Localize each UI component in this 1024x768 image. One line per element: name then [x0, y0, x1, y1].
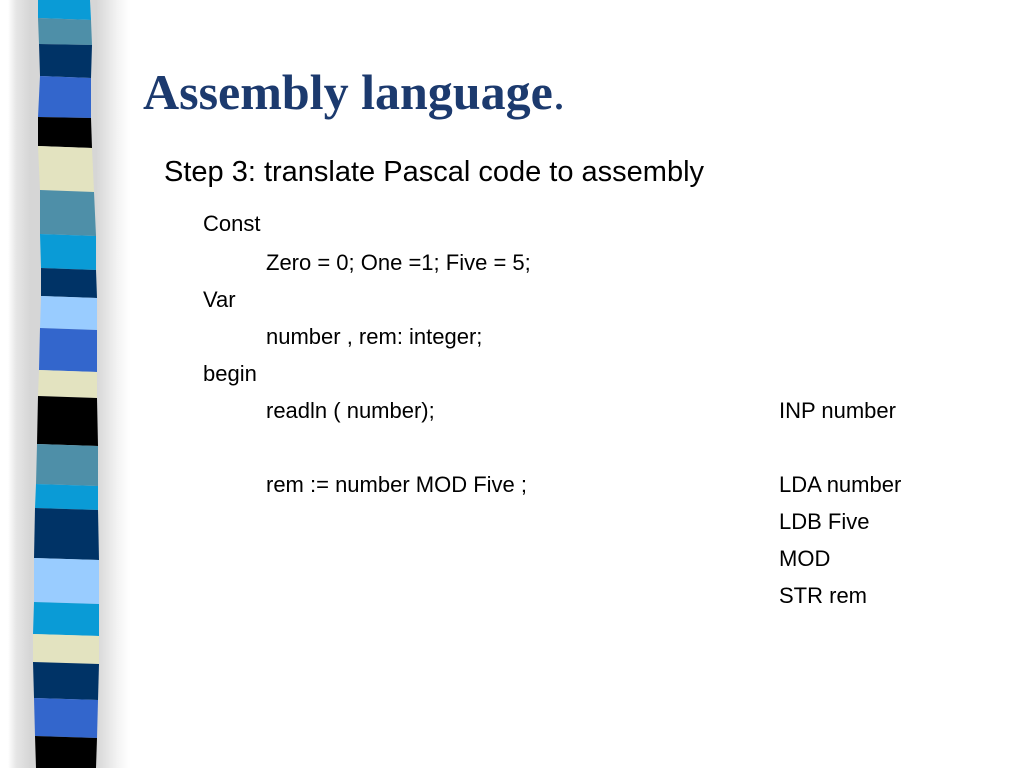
stripe-segment: [38, 18, 92, 45]
stripe-segment: [38, 117, 92, 148]
stripe-segment: [39, 328, 97, 372]
assembly-line-ldb: LDB Five: [779, 509, 870, 534]
assembly-line-mod: MOD: [779, 546, 831, 571]
decorative-stripe: [0, 0, 130, 768]
stripe-segment: [33, 602, 99, 636]
stripe-segment: [35, 484, 98, 510]
assembly-line-str: STR rem: [779, 583, 867, 608]
stripe-segment: [34, 558, 99, 604]
assembly-line-lda: LDA number: [779, 472, 902, 497]
pascal-line-var: Var: [203, 287, 236, 312]
stripe-segment: [36, 444, 98, 486]
stripe-segment: [40, 190, 96, 236]
stripe-segment: [40, 296, 97, 330]
slide-title-period: .: [552, 64, 566, 120]
stripe-segment: [38, 0, 91, 20]
stripe-segment: [33, 634, 99, 664]
stripe-segment: [35, 736, 97, 768]
pascal-line-rem-assign: rem := number MOD Five ;: [266, 472, 528, 497]
stripe-segment: [33, 662, 99, 700]
pascal-line-const: Const: [203, 211, 261, 236]
pascal-line-readln: readln ( number);: [266, 398, 435, 423]
stripe-segment: [40, 234, 96, 270]
stripe-segment: [39, 44, 92, 78]
slide-subtitle: Step 3: translate Pascal code to assembly: [164, 156, 705, 188]
slide-title-text: Assembly language: [143, 64, 553, 120]
pascal-line-begin: begin: [203, 361, 257, 386]
assembly-line-inp: INP number: [779, 398, 896, 423]
stripe-segment: [38, 76, 91, 118]
stripe-segment: [41, 268, 97, 298]
stripe-segment: [34, 698, 98, 738]
stripe-segment: [34, 508, 99, 560]
stripe-segment: [38, 370, 97, 398]
stripe-segment: [37, 396, 98, 446]
slide-title: [143, 62, 565, 122]
stripe-segment: [38, 146, 94, 192]
pascal-line-variables: number , rem: integer;: [266, 324, 483, 349]
pascal-line-constants: Zero = 0; One =1; Five = 5;: [266, 250, 531, 275]
